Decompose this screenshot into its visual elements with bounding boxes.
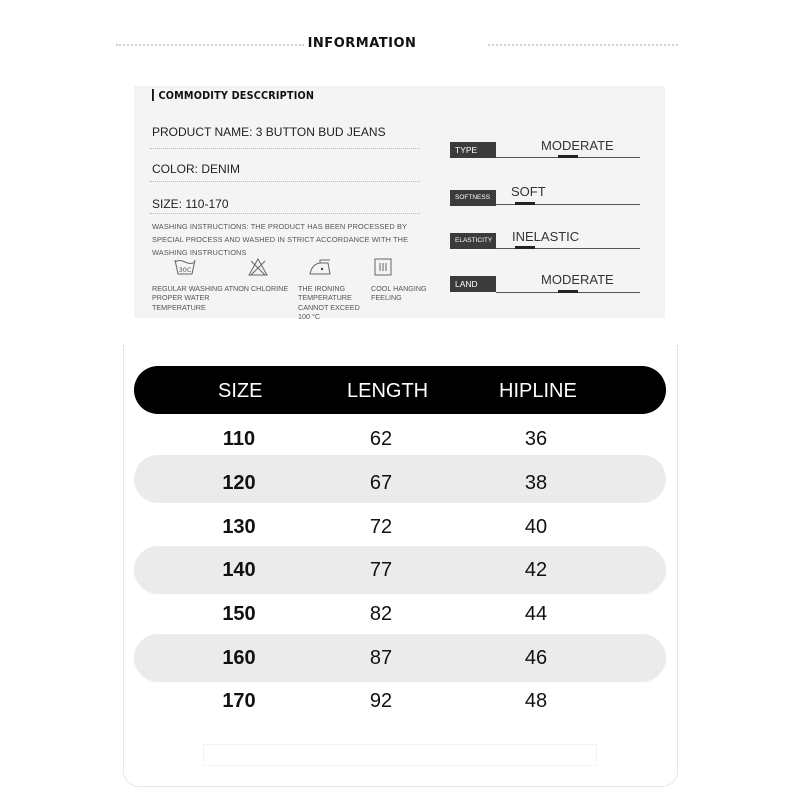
cell-hipline: 42 [524,559,548,581]
title-bar-icon [152,89,154,101]
cell-size: 150 [222,603,256,625]
cell-hipline: 44 [524,603,548,625]
svg-text:30C: 30C [178,266,192,274]
cell-hipline: 40 [524,516,548,538]
cell-hipline: 36 [524,428,548,450]
cell-length: 77 [369,559,393,581]
attr-tag-land: LAND [450,276,496,292]
cell-size: 130 [222,516,256,538]
cell-hipline: 46 [524,647,548,669]
attr-tag-softness: SOFTNESS [450,190,496,206]
no-bleach-icon [248,258,295,279]
header-length: LENGTH [347,380,429,402]
section-title [152,89,314,102]
faint-footer-box [203,744,597,766]
care-item-iron [298,258,368,322]
cell-size: 120 [222,472,256,494]
attr-marker [558,155,578,158]
product-color: COLOR: DENIM [152,162,241,176]
attr-value-type: MODERATE [541,138,614,153]
cell-length: 82 [369,603,393,625]
iron-icon [308,258,368,279]
cell-size: 170 [222,690,256,712]
header-size: SIZE [218,380,263,402]
cell-length: 72 [369,516,393,538]
attr-value-land: MODERATE [541,272,614,287]
attr-tag-elasticity: ELASTICITY [450,233,496,249]
section-title-text: COMMODITY DESCCRIPTION [158,90,315,102]
attr-marker [515,246,535,249]
divider [150,181,420,182]
care-label: REGULAR WASHING AT PROPER WATER TEMPERATURE [152,283,233,312]
product-name: PRODUCT NAME: 3 BUTTON BUD JEANS [152,125,386,139]
header-divider-right [488,44,678,46]
care-item-bleach [233,258,295,293]
care-item-wash [152,258,234,312]
cell-size: 140 [222,559,256,581]
cell-size: 110 [222,428,256,450]
attr-value-elasticity: INELASTIC [512,229,580,244]
header-hipline: HIPLINE [499,380,577,402]
attr-marker [515,202,535,205]
cell-size: 160 [222,647,256,669]
hang-dry-icon [374,258,437,279]
attr-marker [558,290,578,293]
care-label: COOL HANGING FEELING [371,283,427,302]
attr-tag-type: TYPE [450,142,496,158]
washing-instructions: WASHING INSTRUCTIONS: THE PRODUCT HAS BEEN PROCESSED BY SPECIAL PROCESS AND WASHED IN STRICT ACCORDANCE WITH THE WASHING INSTRUCTIONS [152,222,409,257]
cell-length: 87 [369,647,393,669]
product-size-range: SIZE: 110-170 [152,197,229,211]
cell-length: 92 [369,690,393,712]
cell-length: 67 [369,472,393,494]
page-title: INFORMATION [307,36,417,51]
care-label: THE IRONING TEMPERATURE CANNOT EXCEED 100 °C [298,283,360,321]
care-item-hang [371,258,437,303]
divider [150,213,420,214]
care-label: NON CHLORINE [233,283,289,293]
header-divider-left [116,44,304,46]
cell-length: 62 [369,428,393,450]
cell-hipline: 48 [524,690,548,712]
attr-value-softness: SOFT [511,184,546,199]
cell-hipline: 38 [524,472,548,494]
wash-30c-icon [174,258,234,279]
divider [150,148,420,149]
